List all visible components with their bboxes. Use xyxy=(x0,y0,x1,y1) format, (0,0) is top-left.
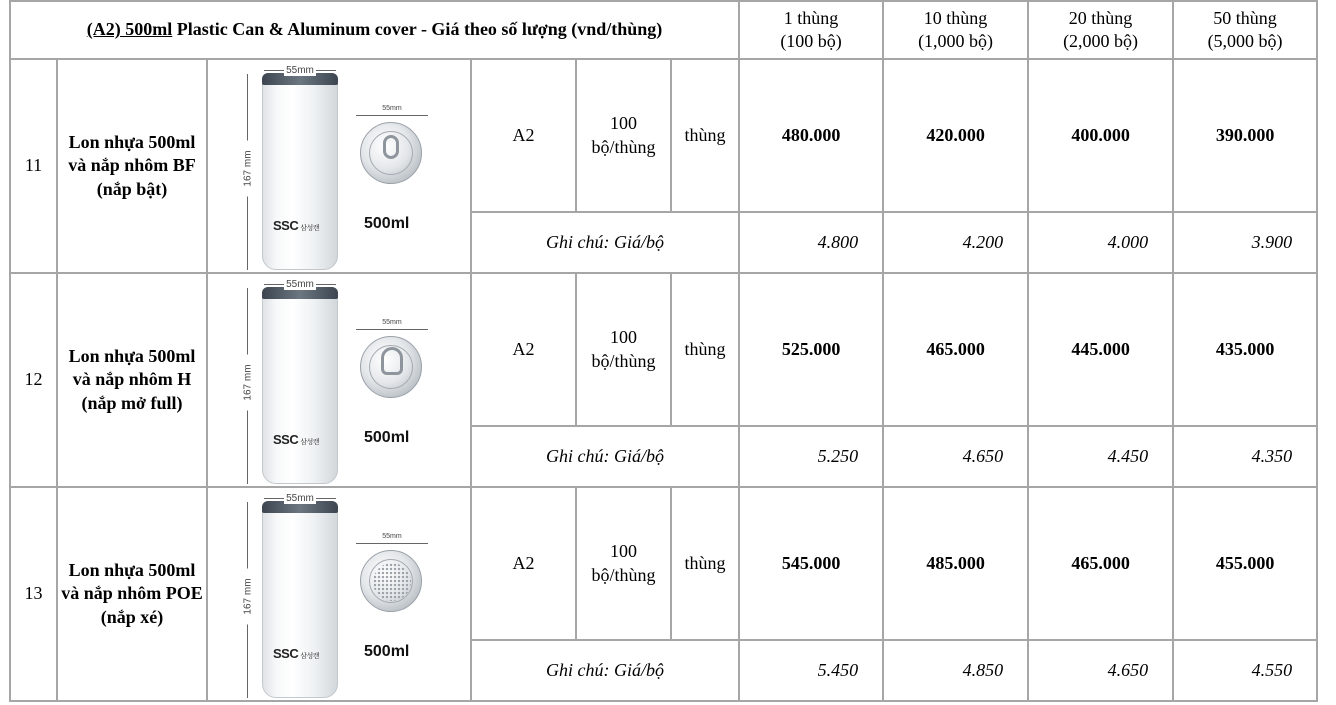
product-row-13 xyxy=(10,487,1317,640)
unit: thùng xyxy=(671,59,739,212)
product-name: Lon nhựa 500ml và nắp nhôm BF (nắp bật) xyxy=(57,59,207,273)
note-label: Ghi chú: Giá/bộ xyxy=(471,640,739,701)
unit-price-tier-20: 4.450 xyxy=(1028,426,1173,487)
plastic-can-icon: SSC 삼성캔 xyxy=(262,288,338,484)
product-name: Lon nhựa 500ml và nắp nhôm H (nắp mở full) xyxy=(57,273,207,487)
lid-dimension: 55mm xyxy=(356,318,428,330)
height-dimension: 167 mm xyxy=(242,502,254,698)
tier-1-header: 1 thùng (100 bộ) xyxy=(739,1,883,59)
unit-price-tier-50: 3.900 xyxy=(1173,212,1317,273)
width-dimension: 55mm xyxy=(264,278,336,288)
note-label: Ghi chú: Giá/bộ xyxy=(471,212,739,273)
note-label: Ghi chú: Giá/bộ xyxy=(471,426,739,487)
price-tier-20: 465.000 xyxy=(1028,487,1173,640)
price-tier-10: 485.000 xyxy=(883,487,1028,640)
plastic-can-icon: SSC 삼성캔 xyxy=(262,74,338,270)
width-dimension: 55mm xyxy=(264,64,336,74)
aluminum-lid-h-icon xyxy=(360,336,422,398)
unit-price-tier-50: 4.550 xyxy=(1173,640,1317,701)
price-tier-50: 435.000 xyxy=(1173,273,1317,426)
row-number: 12 xyxy=(10,273,57,487)
height-dimension: 167 mm xyxy=(242,74,254,270)
tier-50-header: 50 thùng (5,000 bộ) xyxy=(1173,1,1317,59)
aluminum-lid-bf-icon xyxy=(360,122,422,184)
size-label: 500ml xyxy=(364,215,410,232)
price-tier-50: 455.000 xyxy=(1173,487,1317,640)
aluminum-lid-poe-icon xyxy=(360,550,422,612)
title-text: Plastic Can & Aluminum cover - Giá theo số lượng (vnd/thùng) xyxy=(172,19,663,40)
size-label: 500ml xyxy=(364,429,410,446)
price-tier-1: 525.000 xyxy=(739,273,883,426)
pack-size: 100 bộ/thùng xyxy=(576,487,671,640)
product-code: A2 xyxy=(471,273,576,426)
height-dimension: 167 mm xyxy=(242,288,254,484)
plastic-can-icon: SSC 삼성캔 xyxy=(262,502,338,698)
product-code: A2 xyxy=(471,59,576,212)
tier-10-header: 10 thùng (1,000 bộ) xyxy=(883,1,1028,59)
lid-dimension: 55mm xyxy=(356,532,428,544)
unit-price-tier-1: 5.450 xyxy=(739,640,883,701)
price-tier-50: 390.000 xyxy=(1173,59,1317,212)
price-tier-20: 445.000 xyxy=(1028,273,1173,426)
price-tier-20: 400.000 xyxy=(1028,59,1173,212)
width-dimension: 55mm xyxy=(264,492,336,502)
price-table xyxy=(9,0,1318,702)
product-row-12 xyxy=(10,273,1317,426)
unit-price-tier-10: 4.200 xyxy=(883,212,1028,273)
product-row-11 xyxy=(10,59,1317,212)
header-row xyxy=(10,1,1317,59)
size-label: 500ml xyxy=(364,643,410,660)
unit-price-tier-10: 4.650 xyxy=(883,426,1028,487)
price-tier-10: 465.000 xyxy=(883,273,1028,426)
pack-size: 100 bộ/thùng xyxy=(576,59,671,212)
row-number: 11 xyxy=(10,59,57,273)
pack-size: 100 bộ/thùng xyxy=(576,273,671,426)
price-tier-1: 545.000 xyxy=(739,487,883,640)
unit-price-tier-1: 5.250 xyxy=(739,426,883,487)
unit-price-tier-20: 4.650 xyxy=(1028,640,1173,701)
unit-price-tier-10: 4.850 xyxy=(883,640,1028,701)
tier-20-header: 20 thùng (2,000 bộ) xyxy=(1028,1,1173,59)
product-name: Lon nhựa 500ml và nắp nhôm POE (nắp xé) xyxy=(57,487,207,701)
title-code: (A2) 500ml xyxy=(86,19,173,40)
product-image xyxy=(207,487,471,701)
unit: thùng xyxy=(671,273,739,426)
product-image xyxy=(207,273,471,487)
unit-price-tier-50: 4.350 xyxy=(1173,426,1317,487)
price-tier-10: 420.000 xyxy=(883,59,1028,212)
table-title xyxy=(10,1,739,59)
row-number: 13 xyxy=(10,487,57,701)
product-image xyxy=(207,59,471,273)
product-code: A2 xyxy=(471,487,576,640)
price-tier-1: 480.000 xyxy=(739,59,883,212)
lid-dimension: 55mm xyxy=(356,104,428,116)
unit-price-tier-1: 4.800 xyxy=(739,212,883,273)
unit-price-tier-20: 4.000 xyxy=(1028,212,1173,273)
unit: thùng xyxy=(671,487,739,640)
